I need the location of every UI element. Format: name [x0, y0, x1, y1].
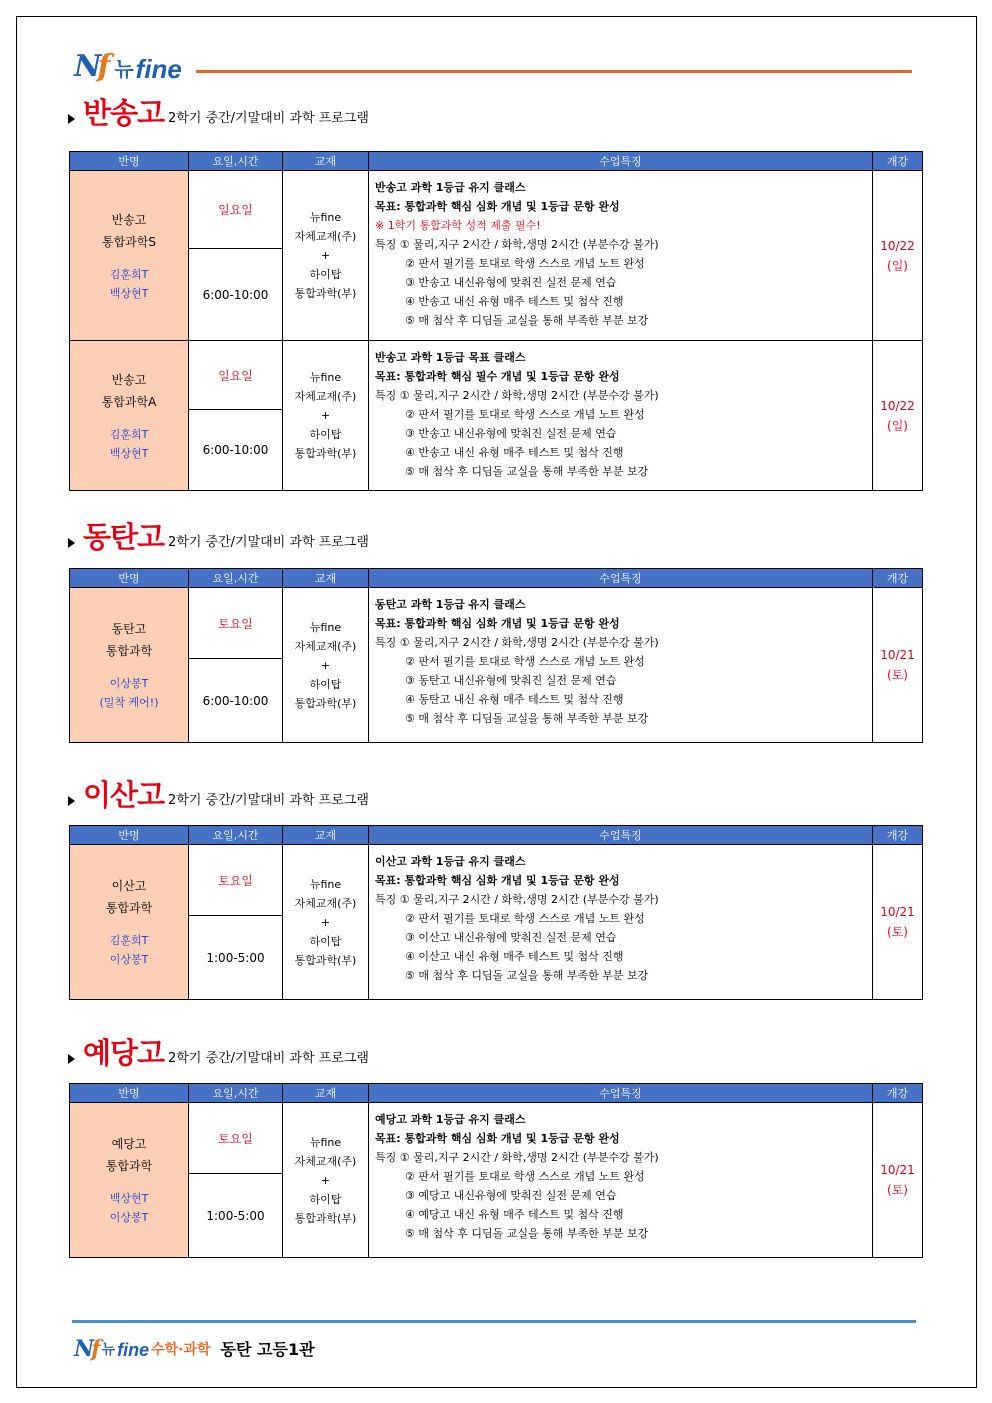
section-heading — [68, 776, 369, 812]
class-school: 반송고 — [111, 212, 147, 227]
table-header-cell: 개강 — [873, 152, 923, 171]
textbook-cell — [283, 341, 369, 491]
feature-item: ③ 예당고 내신유형에 맞춰진 실전 문제 연습 — [405, 1189, 617, 1202]
textbook-line: 통합과학(부) — [294, 696, 357, 710]
open-date: 10/21 — [880, 905, 915, 919]
open-date-cell — [873, 588, 923, 743]
footer-divider — [72, 1320, 916, 1323]
section-subtitle: 2학기 중간/기말대비 과학 프로그램 — [168, 111, 369, 126]
feature-item: 특징 ① 물리,지구 2시간 / 화학,생명 2시간 (부분수강 불가) — [375, 1151, 659, 1164]
feature-item: ② 판서 필기를 토대로 학생 스스로 개념 노트 완성 — [405, 257, 645, 270]
teacher-name: 백상현T — [109, 286, 149, 300]
teacher-name: 김훈희T — [109, 267, 149, 281]
feature-item: ⑤ 매 첨삭 후 디딤돌 교실을 통해 부족한 부분 보강 — [405, 314, 649, 327]
class-time: 6:00-10:00 — [189, 249, 283, 341]
school-name: 반송고 — [83, 96, 165, 130]
logo-name-ko: 뉴 — [114, 57, 134, 81]
class-name-cell — [70, 1103, 189, 1258]
textbook-line: 통합과학(부) — [294, 953, 357, 967]
feature-item: ⑤ 매 첨삭 후 디딤돌 교실을 통해 부족한 부분 보강 — [405, 712, 649, 725]
teacher-name: 백상현T — [109, 446, 149, 460]
bullet-triangle-icon — [68, 538, 75, 548]
open-day: (토) — [887, 925, 908, 939]
table-header-cell: 반명 — [70, 1084, 189, 1103]
feature-item: ③ 동탄고 내신유형에 맞춰진 실전 문제 연습 — [405, 674, 617, 687]
feature-item: ④ 반송고 내신 유형 매주 테스트 및 첨삭 진행 — [405, 446, 624, 459]
feature-item: ④ 이산고 내신 유형 매주 테스트 및 첨삭 진행 — [405, 950, 624, 963]
features-cell — [369, 845, 873, 1000]
textbook-line: 자체교재(주) — [294, 639, 357, 653]
bullet-triangle-icon — [68, 796, 75, 806]
program-table — [69, 825, 923, 1000]
feature-goal: 목표: 통합과학 핵심 심화 개념 및 1등급 문항 완성 — [375, 200, 620, 213]
feature-title: 이산고 과학 1등급 유지 클래스 — [375, 855, 526, 868]
feature-goal: 목표: 통합과학 핵심 필수 개념 및 1등급 문항 완성 — [375, 370, 620, 383]
textbook-line: + — [320, 409, 331, 422]
table-header-cell: 교재 — [283, 1084, 369, 1103]
feature-item: ⑤ 매 첨삭 후 디딤돌 교실을 통해 부족한 부분 보강 — [405, 1227, 649, 1240]
table-header-cell: 교재 — [283, 152, 369, 171]
class-subject: 통합과학 — [105, 644, 153, 658]
textbook-line: + — [320, 658, 331, 672]
section-subtitle: 2학기 중간/기말대비 과학 프로그램 — [168, 793, 369, 808]
open-date: 10/21 — [880, 648, 915, 662]
program-table — [69, 568, 923, 743]
feature-item: ③ 이산고 내신유형에 맞춰진 실전 문제 연습 — [405, 931, 617, 944]
features-cell — [369, 341, 873, 491]
section-subtitle: 2학기 중간/기말대비 과학 프로그램 — [168, 1051, 369, 1066]
textbook-cell — [283, 171, 369, 341]
footer-logo-mark-icon: Nf — [74, 1336, 98, 1362]
teacher-name: 이상봉T — [109, 953, 149, 966]
class-subject: 통합과학 — [105, 901, 153, 915]
feature-item: ③ 반송고 내신유형에 맞춰진 실전 문제 연습 — [405, 276, 617, 289]
open-day: (일) — [887, 418, 908, 433]
teacher-name: 이상봉T — [109, 1211, 149, 1224]
class-school: 동탄고 — [111, 622, 147, 636]
feature-goal: 목표: 통합과학 핵심 심화 개념 및 1등급 문항 완성 — [375, 874, 620, 887]
footer-logo-name-ko: 뉴 — [101, 1342, 116, 1358]
school-name: 이산고 — [83, 778, 165, 812]
table-header-cell: 요일,시간 — [189, 826, 283, 845]
features-cell — [369, 1103, 873, 1258]
features-cell — [369, 171, 873, 341]
footer-brand — [74, 1334, 315, 1360]
class-time: 1:00-5:00 — [189, 1174, 283, 1258]
program-table — [69, 151, 923, 491]
class-day: 토요일 — [189, 1103, 283, 1174]
teacher-name: 백상현T — [109, 1192, 149, 1205]
teacher-list — [70, 425, 188, 463]
class-name-cell — [70, 588, 189, 743]
table-header-cell: 수업특징 — [369, 569, 873, 588]
class-school: 예당고 — [111, 1137, 147, 1151]
table-header-cell: 수업특징 — [369, 152, 873, 171]
table-header-cell: 개강 — [873, 1084, 923, 1103]
textbook-line: 뉴fine — [309, 371, 342, 384]
teacher-name: 김훈희T — [109, 934, 149, 947]
section-heading — [68, 518, 369, 554]
school-name: 예당고 — [83, 1036, 165, 1070]
class-time: 1:00-5:00 — [189, 916, 283, 1000]
textbook-cell — [283, 845, 369, 1000]
feature-item: ④ 예당고 내신 유형 매주 테스트 및 첨삭 진행 — [405, 1208, 624, 1221]
feature-item: ⑤ 매 첨삭 후 디딤돌 교실을 통해 부족한 부분 보강 — [405, 465, 649, 478]
program-table — [69, 1083, 923, 1258]
feature-title: 반송고 과학 1등급 유지 클래스 — [375, 181, 526, 194]
textbook-line: 뉴fine — [309, 1135, 342, 1149]
class-day: 토요일 — [189, 588, 283, 659]
section-heading — [68, 1034, 369, 1070]
table-header-cell: 개강 — [873, 569, 923, 588]
teacher-list — [70, 931, 188, 969]
feature-item: ⑤ 매 첨삭 후 디딤돌 교실을 통해 부족한 부분 보강 — [405, 969, 649, 982]
open-date-cell — [873, 1103, 923, 1258]
feature-item: ② 판서 필기를 토대로 학생 스스로 개념 노트 완성 — [405, 912, 645, 925]
textbook-line: 하이탑 — [309, 428, 342, 441]
textbook-line: + — [320, 1173, 331, 1187]
class-name-cell — [70, 171, 189, 341]
school-name: 동탄고 — [83, 520, 165, 554]
teacher-name: 김훈희T — [109, 427, 149, 441]
table-header-cell: 반명 — [70, 152, 189, 171]
open-date: 10/21 — [880, 1163, 915, 1177]
teacher-name: 이상봉T — [109, 677, 149, 690]
class-name-cell — [70, 341, 189, 491]
table-header-cell: 수업특징 — [369, 1084, 873, 1103]
class-time: 6:00-10:00 — [189, 659, 283, 743]
feature-goal: 목표: 통합과학 핵심 심화 개념 및 1등급 문항 완성 — [375, 1132, 620, 1145]
teacher-list — [70, 1189, 188, 1227]
table-header-cell: 개강 — [873, 826, 923, 845]
brand-logo — [74, 48, 182, 82]
class-day: 일요일 — [189, 171, 283, 249]
table-header-cell: 반명 — [70, 826, 189, 845]
textbook-line: 자체교재(주) — [294, 230, 357, 243]
footer-tag: 수학·과학 — [151, 1342, 211, 1358]
class-time: 6:00-10:00 — [189, 410, 283, 491]
textbook-line: 하이탑 — [309, 677, 342, 691]
textbook-line: 자체교재(주) — [294, 896, 357, 910]
class-day: 일요일 — [189, 341, 283, 410]
open-date: 10/22 — [880, 398, 915, 413]
table-header-cell: 교재 — [283, 826, 369, 845]
open-day: (토) — [887, 1183, 908, 1197]
class-subject: 통합과학 — [105, 1159, 153, 1173]
teacher-name: (밀착 케어!) — [99, 696, 159, 709]
class-day: 토요일 — [189, 845, 283, 916]
feature-item: ② 판서 필기를 토대로 학생 스스로 개념 노트 완성 — [405, 408, 645, 421]
feature-item: 특징 ① 물리,지구 2시간 / 화학,생명 2시간 (부분수강 불가) — [375, 389, 659, 402]
feature-item: ④ 동탄고 내신 유형 매주 테스트 및 첨삭 진행 — [405, 693, 624, 706]
class-school: 반송고 — [111, 372, 147, 387]
textbook-line: 통합과학(부) — [294, 1211, 357, 1225]
textbook-line: 하이탑 — [309, 1192, 342, 1206]
bullet-triangle-icon — [68, 114, 75, 124]
section-heading — [68, 94, 369, 130]
logo-name-en: fine — [135, 54, 182, 84]
textbook-line: 하이탑 — [309, 934, 342, 948]
class-name-cell — [70, 845, 189, 1000]
bullet-triangle-icon — [68, 1054, 75, 1064]
textbook-line: 자체교재(주) — [294, 1154, 357, 1168]
logo-mark-icon: Nf — [74, 49, 107, 84]
textbook-line: 뉴fine — [309, 211, 342, 224]
open-date-cell — [873, 171, 923, 341]
table-header-cell: 반명 — [70, 569, 189, 588]
textbook-line: 하이탑 — [309, 268, 342, 281]
open-date: 10/22 — [880, 238, 915, 253]
feature-item: 특징 ① 물리,지구 2시간 / 화학,생명 2시간 (부분수강 불가) — [375, 238, 659, 251]
feature-item: ② 판서 필기를 토대로 학생 스스로 개념 노트 완성 — [405, 655, 645, 668]
table-header-cell: 교재 — [283, 569, 369, 588]
textbook-line: + — [320, 249, 331, 262]
textbook-line: 뉴fine — [309, 877, 342, 891]
table-header-cell: 수업특징 — [369, 826, 873, 845]
feature-note: ※ 1학기 통합과학 성적 제출 필수! — [375, 219, 541, 232]
textbook-line: 통합과학(부) — [294, 447, 357, 460]
footer-branch: 동탄 고등1관 — [220, 1340, 315, 1359]
footer-logo-name-en: fine — [117, 1340, 150, 1360]
section-subtitle: 2학기 중간/기말대비 과학 프로그램 — [168, 535, 369, 550]
feature-item: ④ 반송고 내신 유형 매주 테스트 및 첨삭 진행 — [405, 295, 624, 308]
textbook-line: 자체교재(주) — [294, 390, 357, 403]
table-header-cell: 요일,시간 — [189, 1084, 283, 1103]
table-header-cell: 요일,시간 — [189, 569, 283, 588]
header-divider — [196, 70, 912, 73]
feature-title: 예당고 과학 1등급 유지 클래스 — [375, 1113, 526, 1126]
textbook-line: + — [320, 915, 331, 929]
feature-title: 동탄고 과학 1등급 유지 클래스 — [375, 598, 526, 611]
open-day: (토) — [887, 668, 908, 682]
open-day: (일) — [887, 258, 908, 273]
feature-item: ② 판서 필기를 토대로 학생 스스로 개념 노트 완성 — [405, 1170, 645, 1183]
textbook-line: 뉴fine — [309, 620, 342, 634]
table-header-cell: 요일,시간 — [189, 152, 283, 171]
features-cell — [369, 588, 873, 743]
class-subject: 통합과학S — [102, 234, 156, 249]
class-subject: 통합과학A — [101, 394, 157, 409]
teacher-list — [70, 674, 188, 712]
open-date-cell — [873, 845, 923, 1000]
feature-title: 반송고 과학 1등급 목표 클래스 — [375, 351, 526, 364]
textbook-cell — [283, 588, 369, 743]
feature-goal: 목표: 통합과학 핵심 심화 개념 및 1등급 문항 완성 — [375, 617, 620, 630]
feature-item: ③ 반송고 내신유형에 맞춰진 실전 문제 연습 — [405, 427, 617, 440]
class-school: 이산고 — [111, 879, 147, 893]
teacher-list — [70, 265, 188, 303]
open-date-cell — [873, 341, 923, 491]
textbook-cell — [283, 1103, 369, 1258]
feature-item: 특징 ① 물리,지구 2시간 / 화학,생명 2시간 (부분수강 불가) — [375, 893, 659, 906]
feature-item: 특징 ① 물리,지구 2시간 / 화학,생명 2시간 (부분수강 불가) — [375, 636, 659, 649]
textbook-line: 통합과학(부) — [294, 287, 357, 300]
